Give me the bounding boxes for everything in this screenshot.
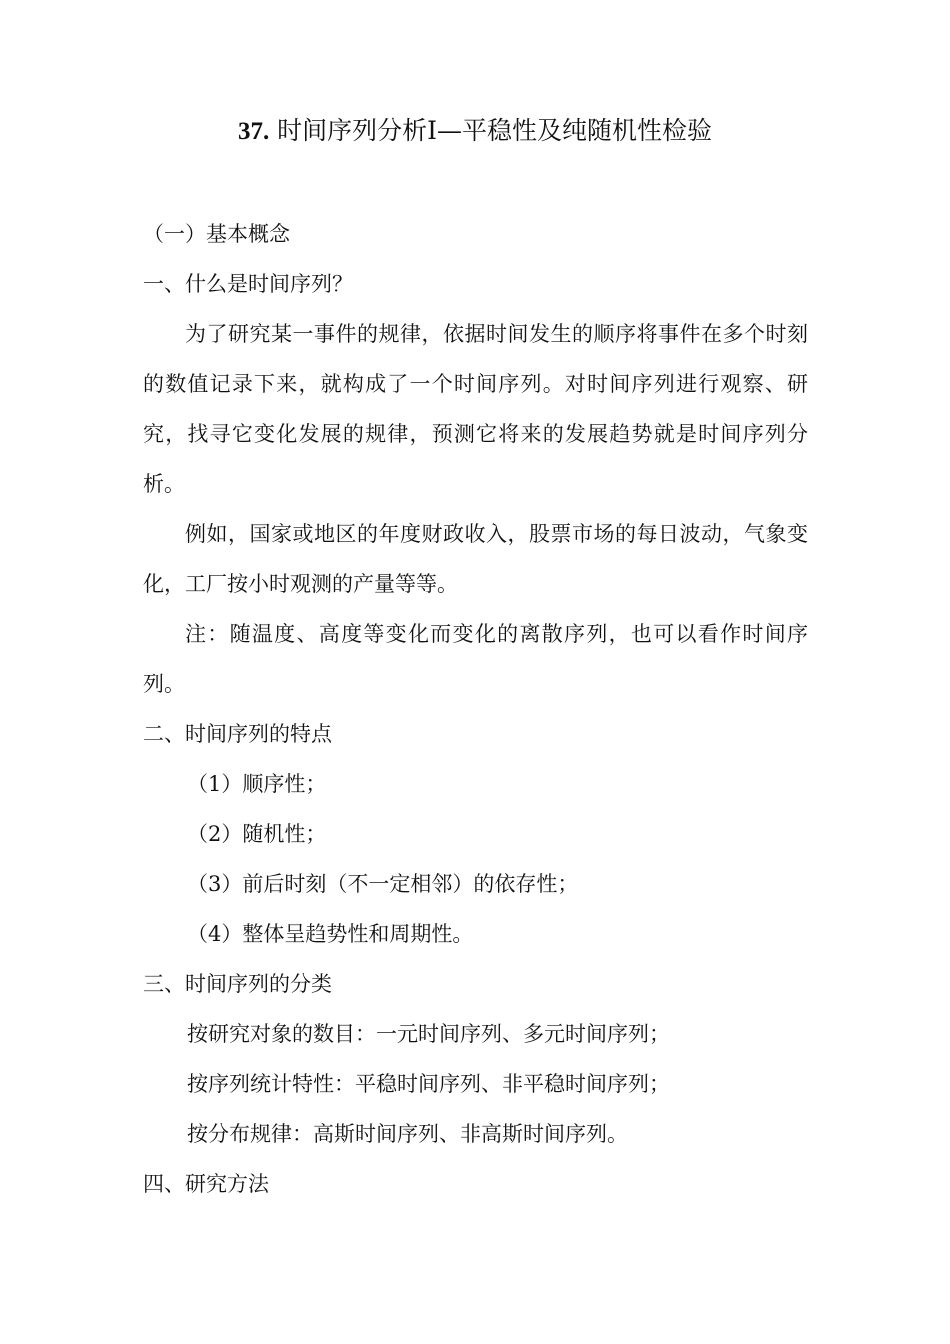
title-number: 37. xyxy=(237,118,270,145)
list-item: 按序列统计特性：平稳时间序列、非平稳时间序列； xyxy=(187,1072,670,1096)
list-item: （3）前后时刻（不一定相邻）的依存性； xyxy=(187,872,579,896)
q4-heading: 四、研究方法 xyxy=(143,1172,269,1196)
list-item: 按研究对象的数目：一元时间序列、多元时间序列； xyxy=(187,1022,670,1046)
page-title xyxy=(0,113,950,150)
q1-heading: 一、什么是时间序列？ xyxy=(143,272,353,296)
document-body xyxy=(143,209,808,1209)
list-item: （1）顺序性； xyxy=(187,772,327,796)
q3-heading: 三、时间序列的分类 xyxy=(143,972,332,996)
list-item: （2）随机性； xyxy=(187,822,327,846)
q1-paragraph-2: 例如，国家或地区的年度财政收入，股票市场的每日波动，气象变化，工厂按小时观测的产量等等。 xyxy=(143,522,808,596)
title-text: 时间序列分析Ⅰ—平稳性及纯随机性检验 xyxy=(277,116,713,145)
list-item: 按分布规律：高斯时间序列、非高斯时间序列。 xyxy=(187,1122,628,1146)
q2-heading: 二、时间序列的特点 xyxy=(143,722,332,746)
q1-paragraph-1: 为了研究某一事件的规律，依据时间发生的顺序将事件在多个时刻的数值记录下来，就构成了一个时间序列。对时间序列进行观察、研究，找寻它变化发展的规律，预测它将来的发展趋势就是时间序列分析。 xyxy=(143,322,808,496)
list-item: （4）整体呈趋势性和周期性。 xyxy=(187,922,474,946)
section-heading: （一）基本概念 xyxy=(143,222,290,246)
q1-paragraph-3: 注：随温度、高度等变化而变化的离散序列，也可以看作时间序列。 xyxy=(143,622,808,696)
